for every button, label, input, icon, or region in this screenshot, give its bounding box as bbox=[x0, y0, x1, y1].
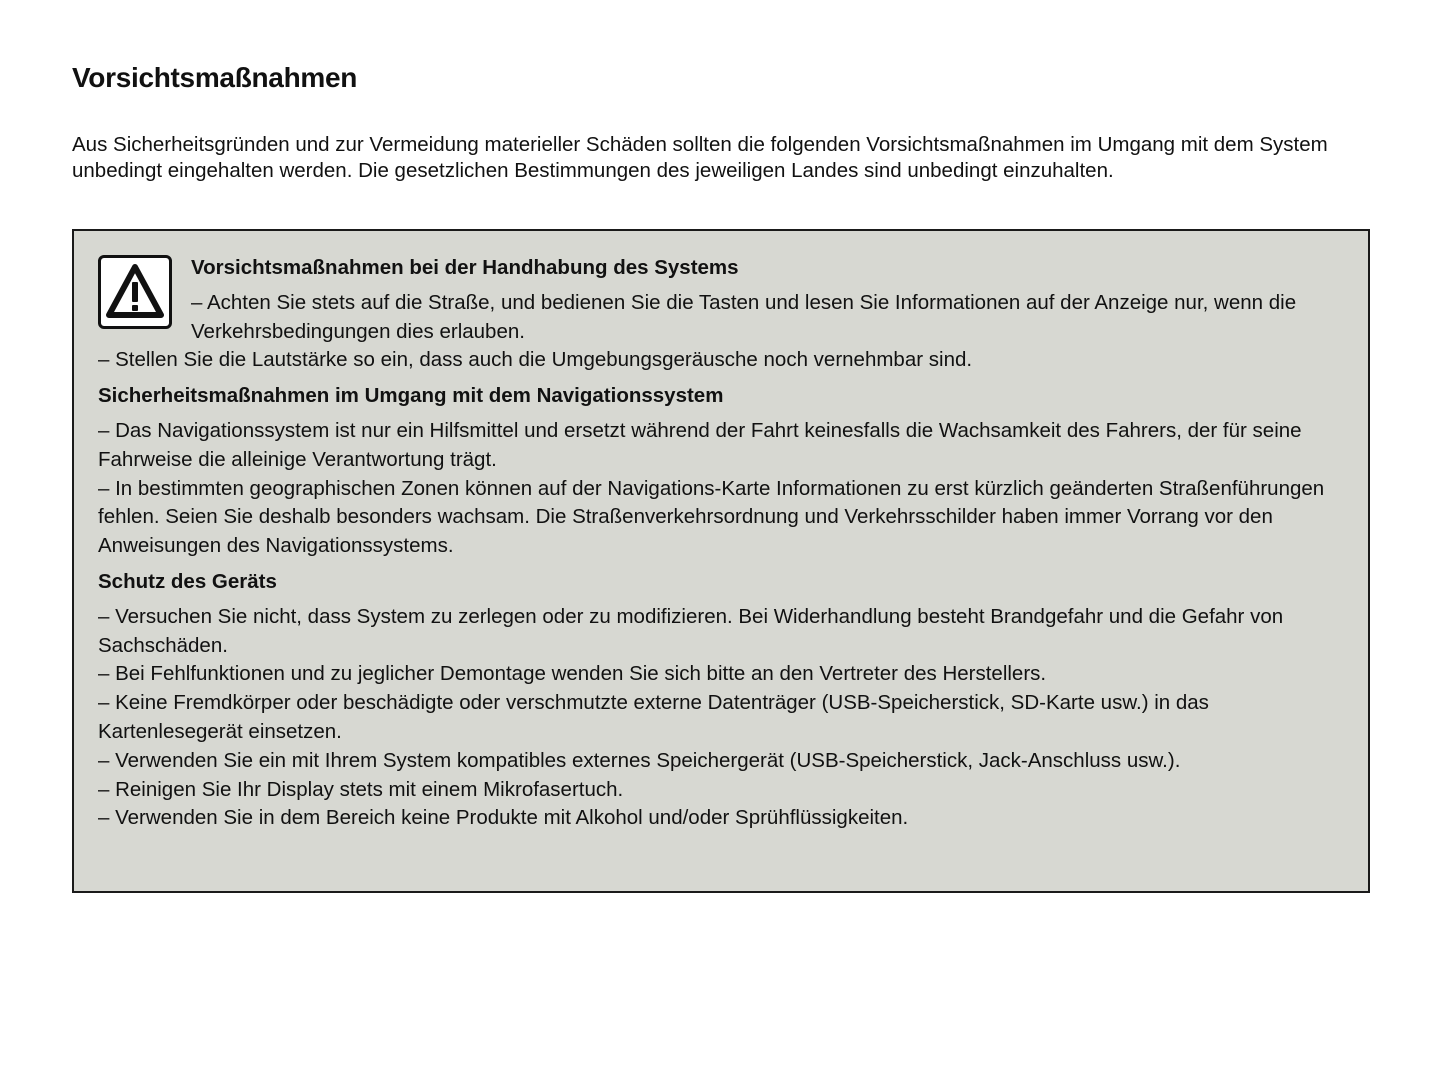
warning-box bbox=[72, 229, 1370, 893]
section-heading-device-protection: Schutz des Geräts bbox=[98, 569, 277, 593]
list-item: – Verwenden Sie ein mit Ihrem System kompatibles externes Speichergerät (USB-Speicherstick, Jack-Anschluss usw.). bbox=[98, 748, 1181, 772]
list-item: – Keine Fremdkörper oder beschädigte oder verschmutzte externe Datenträger (USB-Speicherstick, SD-Karte usw.) in das Kartenlesegerät einsetzen. bbox=[98, 691, 1209, 743]
warning-content bbox=[98, 254, 1348, 833]
list-item: – Stellen Sie die Lautstärke so ein, dass auch die Umgebungsgeräusche noch vernehmbar sind. bbox=[98, 348, 973, 372]
list-item: – Bei Fehlfunktionen und zu jeglicher Demontage wenden Sie sich bitte an den Vertreter des Herstellers. bbox=[98, 662, 1047, 686]
intro-paragraph: Aus Sicherheitsgründen und zur Vermeidung materieller Schäden sollten die folgenden Vorsichtsmaßnahmen im Umgang mit dem System unbedingt eingehalten werden. Die gesetzlichen Bestimmungen des jeweiligen Landes sind unbedingt einzuhalten. bbox=[72, 133, 1328, 182]
list-item: – Das Navigationssystem ist nur ein Hilfsmittel und ersetzt während der Fahrt keinesfalls die Wachsamkeit des Fahrers, der für seine Fahrweise die alleinige Verantwortung trägt. bbox=[98, 418, 1302, 471]
list-item: – Achten Sie stets auf die Straße, und bedienen Sie die Tasten und lesen Sie Informationen auf der Anzeige nur, wenn die Verkehrsbedingungen dies erlauben. bbox=[191, 290, 1297, 343]
list-item: – Verwenden Sie in dem Bereich keine Produkte mit Alkohol und/oder Sprühflüssigkeiten. bbox=[98, 806, 909, 830]
section-heading-navigation: Sicherheitsmaßnahmen im Umgang mit dem Navigationssystem bbox=[98, 384, 724, 408]
list-item: – In bestimmten geographischen Zonen können auf der Navigations-Karte Informationen zu erst kürzlich geänderten Straßenführungen fehlen. Seien Sie deshalb besonders wachsam. Die Straßenverkehrsordnung und Verkehrsschilder haben immer Vorrang vor den Anweisungen des Navigationssystems. bbox=[98, 476, 1325, 558]
list-item: – Reinigen Sie Ihr Display stets mit einem Mikrofasertuch. bbox=[98, 777, 624, 801]
section-heading-handling: Vorsichtsmaßnahmen bei der Handhabung des Systems bbox=[191, 256, 739, 279]
list-item: – Versuchen Sie nicht, dass System zu zerlegen oder zu modifizieren. Bei Widerhandlung besteht Brandgefahr und die Gefahr von Sachschäden. bbox=[98, 604, 1284, 657]
page-title: Vorsichtsmaßnahmen bbox=[72, 62, 358, 93]
